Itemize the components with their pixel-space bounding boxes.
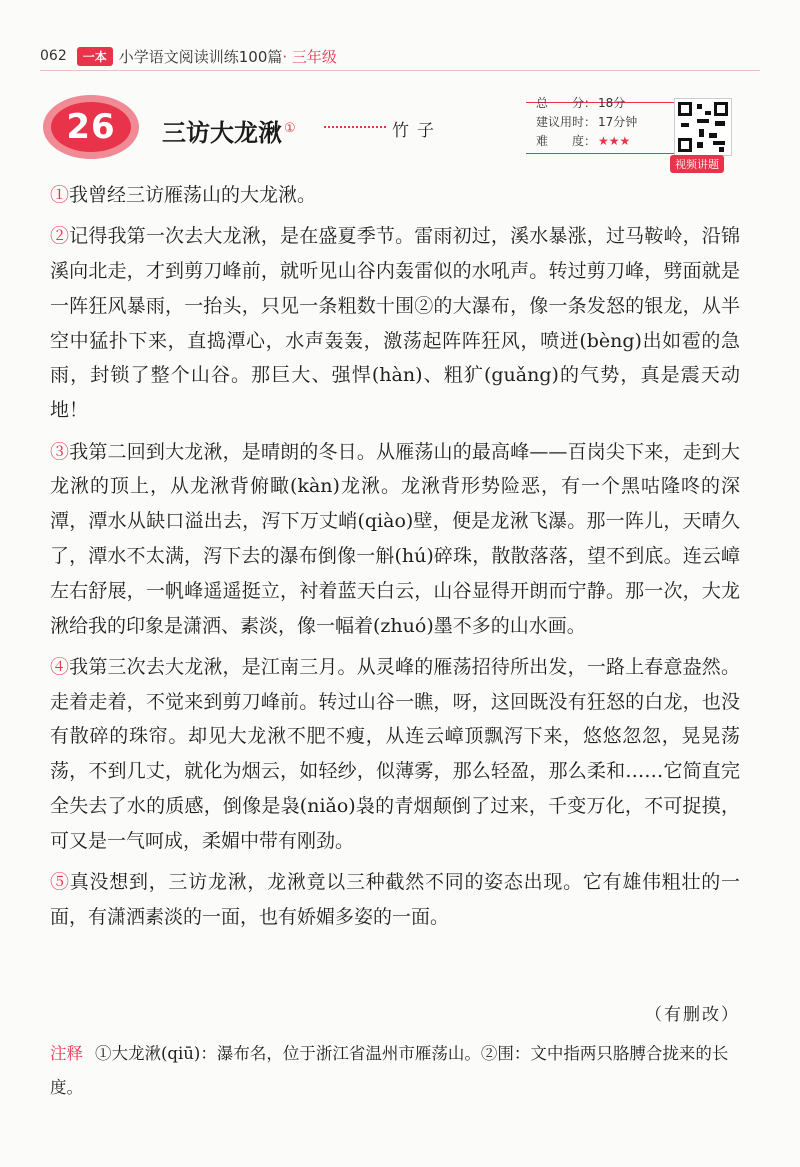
suggested-time-row: 建议用时： 17分钟 [536,115,638,129]
lesson-number: 26 [66,107,116,147]
footnotes [50,1037,740,1105]
brand-logo: 一本 [77,47,113,66]
title-dotted-leader [324,126,386,128]
running-header [40,44,337,68]
page-number: 062 [40,48,67,64]
paragraph-3: ③我第二回到大龙湫，是晴朗的冬日。从雁荡山的最高峰——百岗尖下来，走到大龙湫的顶上，从龙湫背俯瞰(kàn)龙湫。龙湫背形势险恶，有一个黑咕隆咚的深潭，潭水从缺口溢出去，泻下万丈峭(qiào)壁，便是龙湫飞瀑。那一阵儿，天晴久了，潭水不太满，泻下去的瀑布倒像一斛(hú)碎珠，散散落落，望不到底。连云嶂左右舒展，一帆峰遥遥挺立，衬着蓝天白云，山谷显得开朗而宁静。那一次，大龙湫给我的印象是潇洒、素淡，像一幅着(zhuó)墨不多的山水画。 [50,440,740,637]
series-title: 小学语文阅读训练100篇· 三年级 [118,47,337,66]
total-score-row: 总 分： 18分 [536,96,626,110]
info-box [526,92,756,171]
grade-label: · 三年级 [282,47,337,66]
paragraph-4: ④我第三次去大龙湫，是江南三月。从灵峰的雁荡招待所出发，一路上春意盎然。走着走着，不觉来到剪刀峰前。转过山谷一瞧，呀，这回既没有狂怒的白龙，也没有散碎的珠帘。却见大龙湫不肥不瘦，从连云嶂顶飘泻下来，悠悠忽忽，晃晃荡荡，不到几丈，就化为烟云，如轻纱，似薄雾，那么轻盈，那么柔和……它简直完全失去了水的质感，倒像是袅(niǎo)袅的青烟颠倒了过来，千变万化，不可捉摸，可又是一气呵成，柔媚中带有刚劲。 [50,655,740,852]
qr-code-icon[interactable] [674,98,732,156]
video-lecture-tag[interactable]: 视频讲题 [670,155,724,173]
article-body [50,178,740,941]
notes-text: ①大龙湫(qiū)：瀑布名，位于浙江省温州市雁荡山。②围：文中指两只胳膊合拢来的长度。 [50,1044,729,1097]
difficulty-stars: ★★★ [598,134,631,148]
header-divider [40,70,760,71]
lesson-number-badge [43,95,139,159]
notes-label: 注释 [50,1044,83,1063]
lesson-title: 三访大龙湫 ① [162,119,296,147]
difficulty-row: 难 度： ★★★ [536,134,631,148]
author-name: 竹子 [392,121,442,141]
paragraph-2: ②记得我第一次去大龙湫，是在盛夏季节。雷雨初过，溪水暴涨，过马鞍岭，沿锦溪向北走，才到剪刀峰前，就听见山谷内轰雷似的水吼声。转过剪刀峰，劈面就是一阵狂风暴雨，一抬头，只见一条粗数十围②的大瀑布，像一条发怒的银龙，从半空中猛扑下来，直捣潭心，水声轰轰，激荡起阵阵狂风，喷迸(bèng)出如雹的急雨，封锁了整个山谷。那巨大、强悍(hàn)、粗犷(guǎng)的气势，真是震天动地！ [50,225,740,422]
title-note-mark: ① [284,121,296,136]
paragraph-5: ⑤真没想到，三访龙湫，龙湫竟以三种截然不同的姿态出现。它有雄伟粗壮的一面，有潇洒素淡的一面，也有娇媚多姿的一面。 [50,871,740,928]
source-note: （有删改） [645,1005,740,1025]
paragraph-1: ①我曾经三访雁荡山的大龙湫。 [50,184,317,206]
